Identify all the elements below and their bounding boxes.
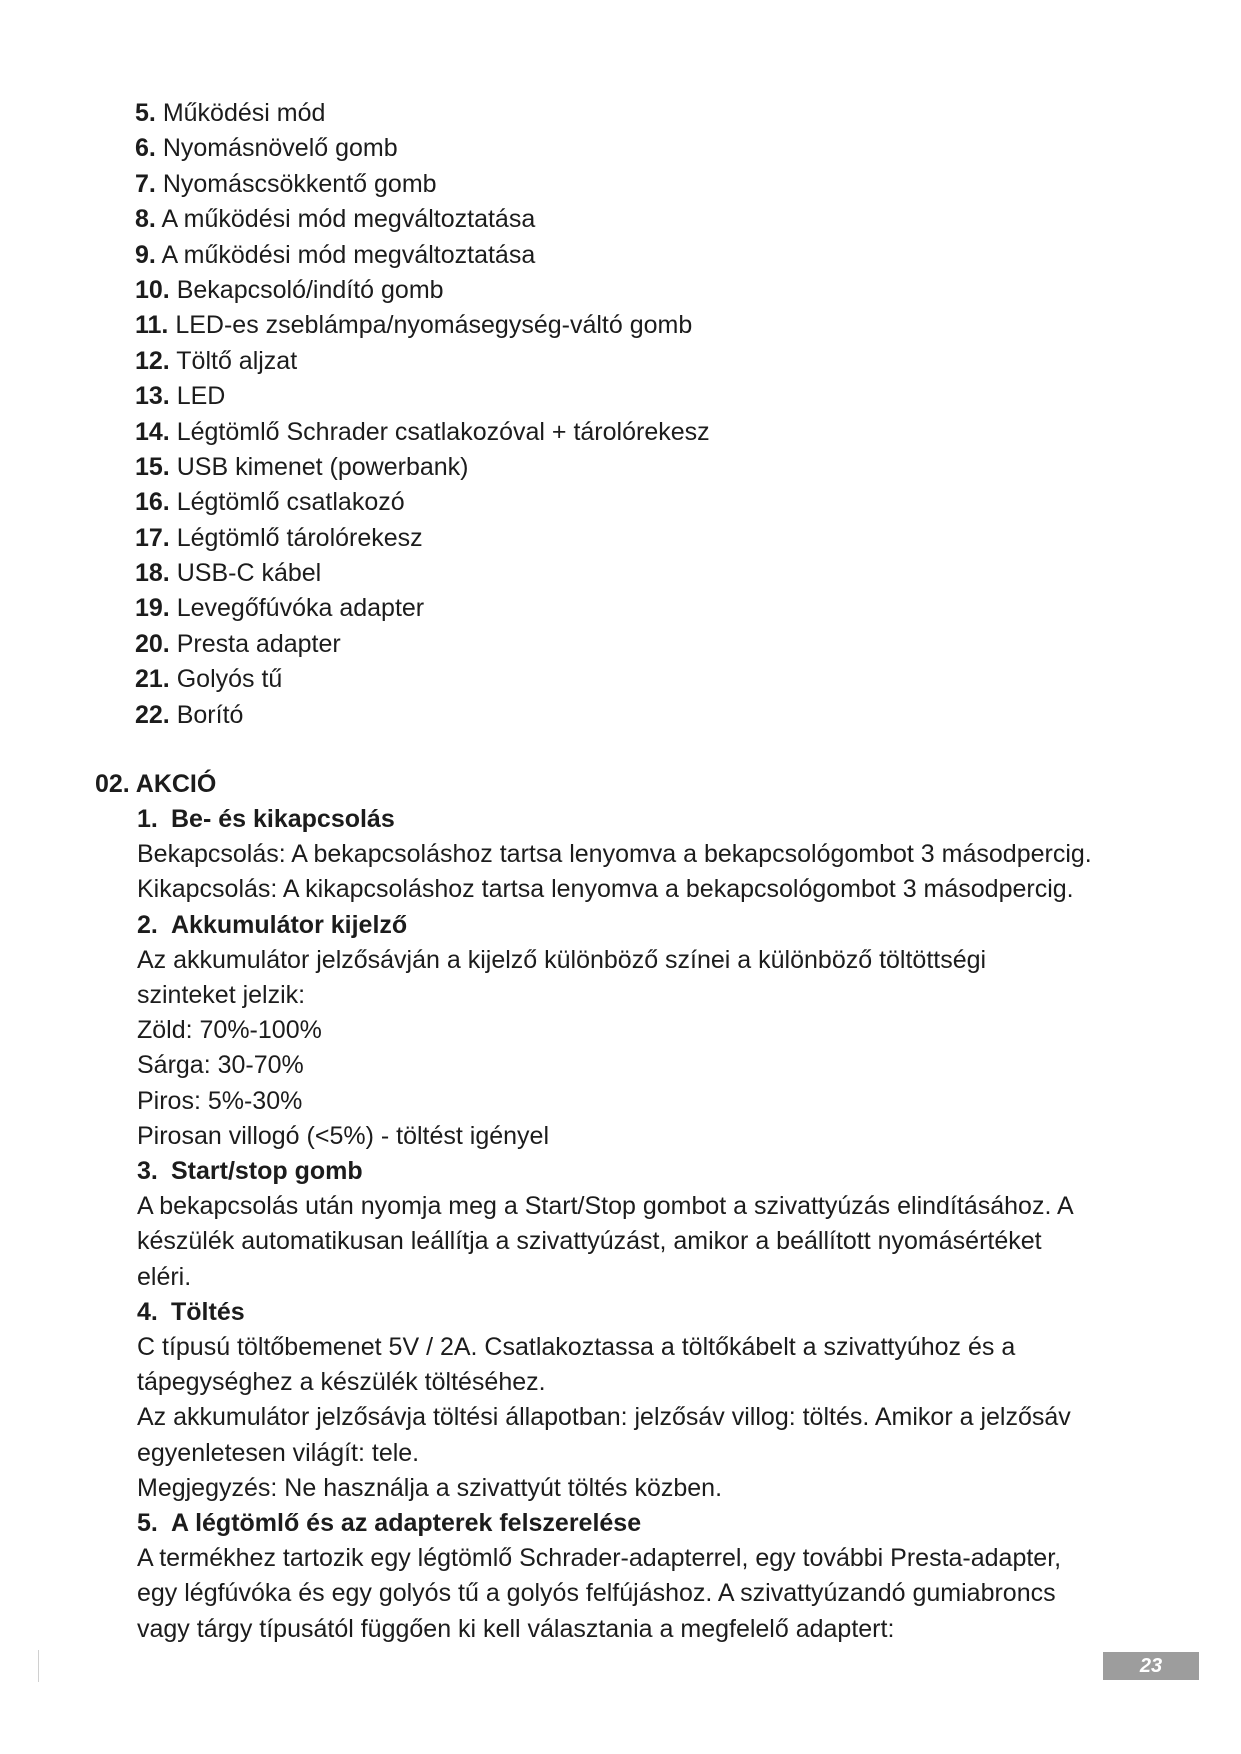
- section-title: 02. AKCIÓ: [95, 770, 217, 798]
- page-number: 23: [1103, 1652, 1199, 1680]
- margin-rule: [38, 1650, 39, 1682]
- list-item-label: Működési mód: [162, 99, 326, 127]
- list-item-number: 18.: [135, 559, 170, 588]
- list-item: [135, 167, 710, 202]
- subsection-heading: [137, 802, 1157, 837]
- body-text-line: Az akkumulátor jelzősávja töltési állapotban: jelzősáv villog: töltés. Amikor a jelzősáv: [137, 1403, 1071, 1432]
- body-text-line: Megjegyzés: Ne használja a szivattyút töltés közben.: [137, 1473, 723, 1502]
- list-item-label: Presta adapter: [176, 629, 341, 658]
- list-item-label: Légtömlő tárolórekesz: [176, 523, 423, 552]
- subsection-heading: [137, 908, 1157, 943]
- list-item: [135, 308, 710, 343]
- body-text-line: Zöld: 70%-100%: [137, 1016, 322, 1045]
- list-item-number: 15.: [135, 452, 170, 481]
- list-item-number: 7.: [135, 169, 156, 198]
- list-item-label: USB kimenet (powerbank): [176, 452, 469, 481]
- list-item: [135, 698, 710, 733]
- body-text-line: C típusú töltőbemenet 5V / 2A. Csatlakoztassa a töltőkábelt a szivattyúhoz és a: [137, 1333, 1016, 1362]
- subsection-heading: [137, 1295, 1157, 1330]
- list-item-label: Nyomáscsökkentő gomb: [162, 169, 437, 198]
- body-text-line: A bekapcsolás után nyomja meg a Start/Stop gombot a szivattyúzás elindításához. A: [137, 1192, 1074, 1221]
- list-item-number: 11.: [135, 311, 169, 340]
- list-item-number: 22.: [135, 700, 170, 729]
- subsection-title: A légtömlő és az adapterek felszerelése: [171, 1509, 642, 1538]
- list-item-number: 8.: [135, 205, 156, 234]
- list-item: [135, 202, 710, 237]
- list-item: [135, 485, 710, 520]
- list-item: [135, 415, 710, 450]
- list-item: [135, 591, 710, 626]
- subsection-number: 3.: [137, 1157, 158, 1186]
- list-item: [135, 379, 710, 414]
- list-item-number: 6.: [135, 134, 156, 163]
- list-item-number: 5.: [135, 99, 156, 127]
- subsection-heading: [137, 1154, 1157, 1189]
- list-item: [135, 521, 710, 556]
- body-text-line: Az akkumulátor jelzősávján a kijelző különböző színei a különböző töltöttségi: [137, 945, 987, 974]
- list-item-number: 19.: [135, 594, 170, 623]
- list-item: [135, 238, 710, 273]
- list-item-label: Borító: [176, 700, 244, 729]
- list-item-number: 12.: [135, 346, 170, 375]
- list-item-number: 20.: [135, 629, 170, 658]
- list-item: [135, 131, 710, 166]
- list-item: [135, 450, 710, 485]
- list-item-label: Golyós tű: [176, 665, 283, 694]
- body-text-line: egyenletesen világít: tele.: [137, 1438, 420, 1467]
- body-text-line: vagy tárgy típusától függően ki kell választania a megfelelő adaptert:: [137, 1614, 895, 1643]
- subsection-number: 4.: [137, 1297, 158, 1326]
- subsection-title: Töltés: [171, 1297, 245, 1326]
- list-item-number: 13.: [135, 382, 170, 411]
- list-item-label: LED: [176, 382, 226, 411]
- body-text-line: tápegységhez a készülék töltéséhez.: [137, 1368, 546, 1397]
- body-text-line: egy légfúvóka és egy golyós tű a golyós felfújáshoz. A szivattyúzandó gumiabroncs: [137, 1579, 1056, 1608]
- list-item-number: 21.: [135, 665, 170, 694]
- list-item-label: Légtömlő Schrader csatlakozóval + tárolórekesz: [176, 417, 710, 446]
- list-item-label: Töltő aljzat: [176, 346, 298, 375]
- body-text-line: készülék automatikusan leállítja a szivattyúzást, amikor a beállított nyomásértéket: [137, 1227, 1042, 1256]
- parts-list: [135, 96, 710, 733]
- body-text-line: Kikapcsolás: A kikapcsoláshoz tartsa lenyomva a bekapcsológombot 3 másodpercig.: [137, 875, 1074, 904]
- body-text-line: szinteket jelzik:: [137, 981, 306, 1010]
- list-item-label: Levegőfúvóka adapter: [176, 594, 425, 623]
- list-item-number: 16.: [135, 488, 170, 517]
- body-text-line: eléri.: [137, 1262, 192, 1291]
- body-text-line: A termékhez tartozik egy légtömlő Schrader-adapterrel, egy további Presta-adapter,: [137, 1544, 1062, 1573]
- list-item: [135, 662, 710, 697]
- list-item-number: 17.: [135, 523, 170, 552]
- subsection-number: 5.: [137, 1509, 158, 1538]
- list-item-number: 10.: [135, 275, 170, 304]
- body-text-line: Sárga: 30-70%: [137, 1051, 304, 1080]
- section-content: [137, 802, 1157, 1647]
- list-item: [135, 273, 710, 308]
- list-item: [135, 627, 710, 662]
- body-text-line: Pirosan villogó (<5%) - töltést igényel: [137, 1121, 549, 1150]
- body-text-line: Bekapcsolás: A bekapcsoláshoz tartsa lenyomva a bekapcsológombot 3 másodpercig.: [137, 840, 1092, 869]
- list-item-label: Légtömlő csatlakozó: [176, 488, 405, 517]
- list-item-label: Nyomásnövelő gomb: [162, 134, 398, 163]
- subsection-heading: [137, 1506, 1157, 1541]
- list-item: [135, 96, 710, 131]
- list-item-label: Bekapcsoló/indító gomb: [176, 275, 444, 304]
- list-item-label: USB-C kábel: [176, 559, 322, 588]
- list-item-label: LED-es zseblámpa/nyomásegység-váltó gomb: [175, 311, 693, 340]
- subsection-title: Start/stop gomb: [171, 1157, 363, 1186]
- subsection-title: Akkumulátor kijelző: [171, 910, 408, 939]
- subsection-number: 2.: [137, 910, 158, 939]
- subsection-title: Be- és kikapcsolás: [171, 805, 395, 833]
- subsection-number: 1.: [137, 805, 158, 833]
- list-item: [135, 556, 710, 591]
- list-item-label: A működési mód megváltoztatása: [161, 205, 536, 234]
- list-item-number: 14.: [135, 417, 170, 446]
- list-item: [135, 344, 710, 379]
- list-item-label: A működési mód megváltoztatása: [161, 240, 536, 269]
- list-item-number: 9.: [135, 240, 156, 269]
- body-text-line: Piros: 5%-30%: [137, 1086, 303, 1115]
